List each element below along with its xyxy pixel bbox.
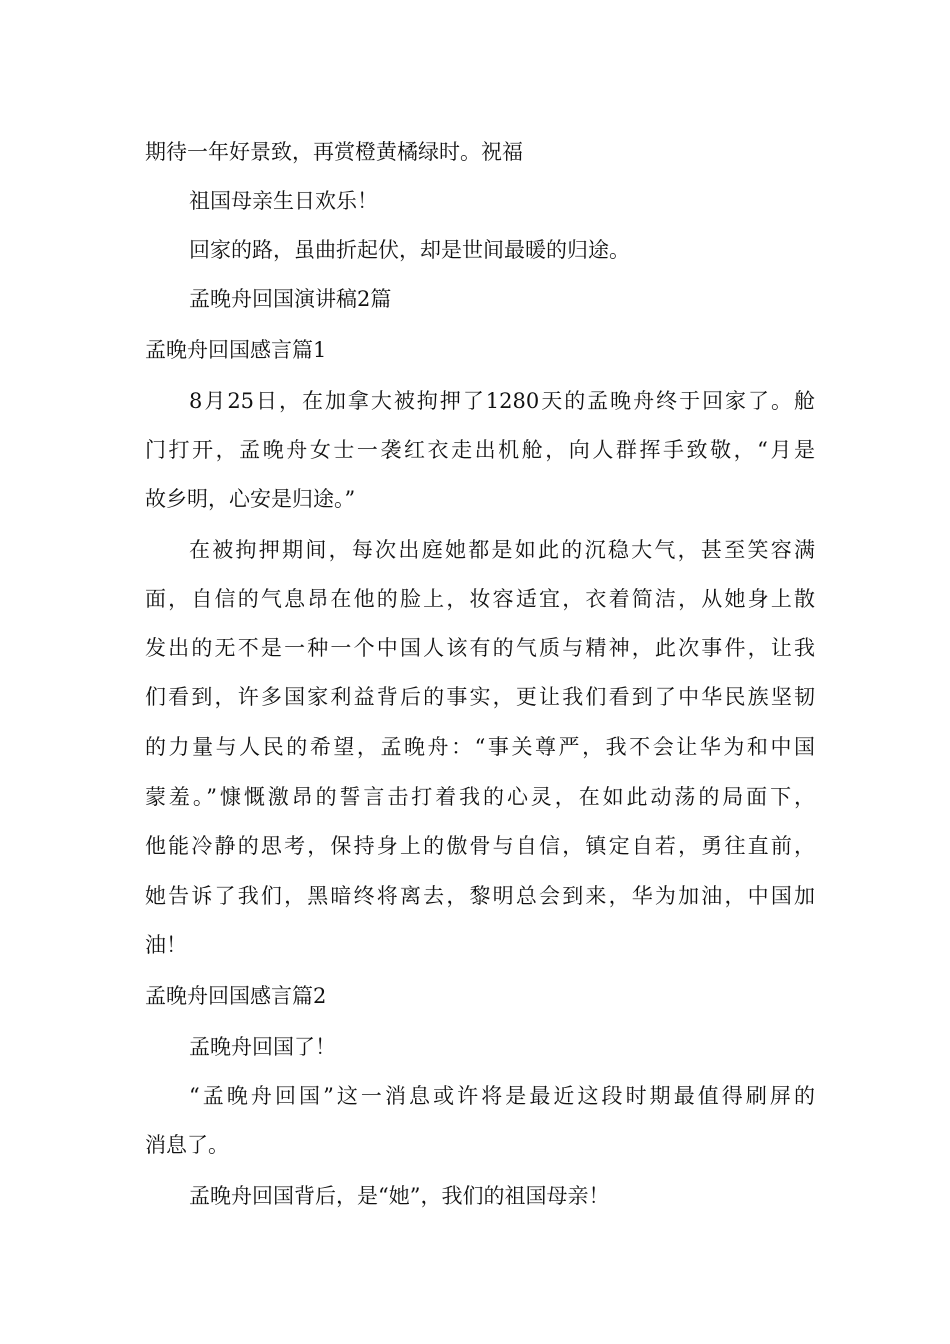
paragraph-line: 油！ [145,933,187,957]
paragraph-line: 他能冷静的思考，保持身上的傲骨与自信，镇定自若，勇往直前， [145,834,815,858]
paragraph-line: “孟晚舟回国”这一消息或许将是最近这段时期最值得刷屏的 [189,1084,815,1108]
paragraph-line: 门打开，孟晚舟女士一袭红衣走出机舱，向人群挥手致敬，“月是 [145,438,815,462]
paragraph-line: 故乡明，心安是归途。” [145,487,356,511]
paragraph-line: 发出的无不是一种一个中国人该有的气质与精神，此次事件，让我 [145,636,815,660]
paragraph-line: 祖国母亲生日欢乐！ [189,189,378,213]
paragraph-line: 回家的路，虽曲折起伏，却是世间最暖的归途。 [189,238,630,262]
paragraph-line: 消息了。 [145,1133,229,1157]
paragraph-line: 她告诉了我们，黑暗终将离去，黎明总会到来，华为加油，中国加 [145,884,815,908]
paragraph-line: 蒙羞。”慷慨激昂的誓言击打着我的心灵，在如此动荡的局面下， [145,785,815,809]
paragraph-line: 孟晚舟回国了！ [189,1035,336,1059]
document-title: 孟晚舟回国演讲稿2篇 [189,287,392,311]
paragraph-line: 期待一年好景致，再赏橙黄橘绿时。祝福 [145,140,523,164]
section-heading: 孟晚舟回国感言篇2 [145,984,327,1008]
paragraph-line: 面，自信的气息昂在他的脸上，妆容适宜，衣着简洁，从她身上散 [145,587,815,611]
paragraph-line: 8月25日，在加拿大被拘押了1280天的孟晚舟终于回家了。舱 [189,389,815,413]
section-heading: 孟晚舟回国感言篇1 [145,338,327,362]
paragraph-line: 们看到，许多国家利益背后的事实，更让我们看到了中华民族坚韧 [145,685,815,709]
paragraph-line: 的力量与人民的希望，孟晚舟：“事关尊严，我不会让华为和中国 [145,735,815,759]
paragraph-line: 孟晚舟回国背后，是“她”，我们的祖国母亲！ [189,1184,610,1208]
paragraph-line: 在被拘押期间，每次出庭她都是如此的沉稳大气，甚至笑容满 [189,538,815,562]
